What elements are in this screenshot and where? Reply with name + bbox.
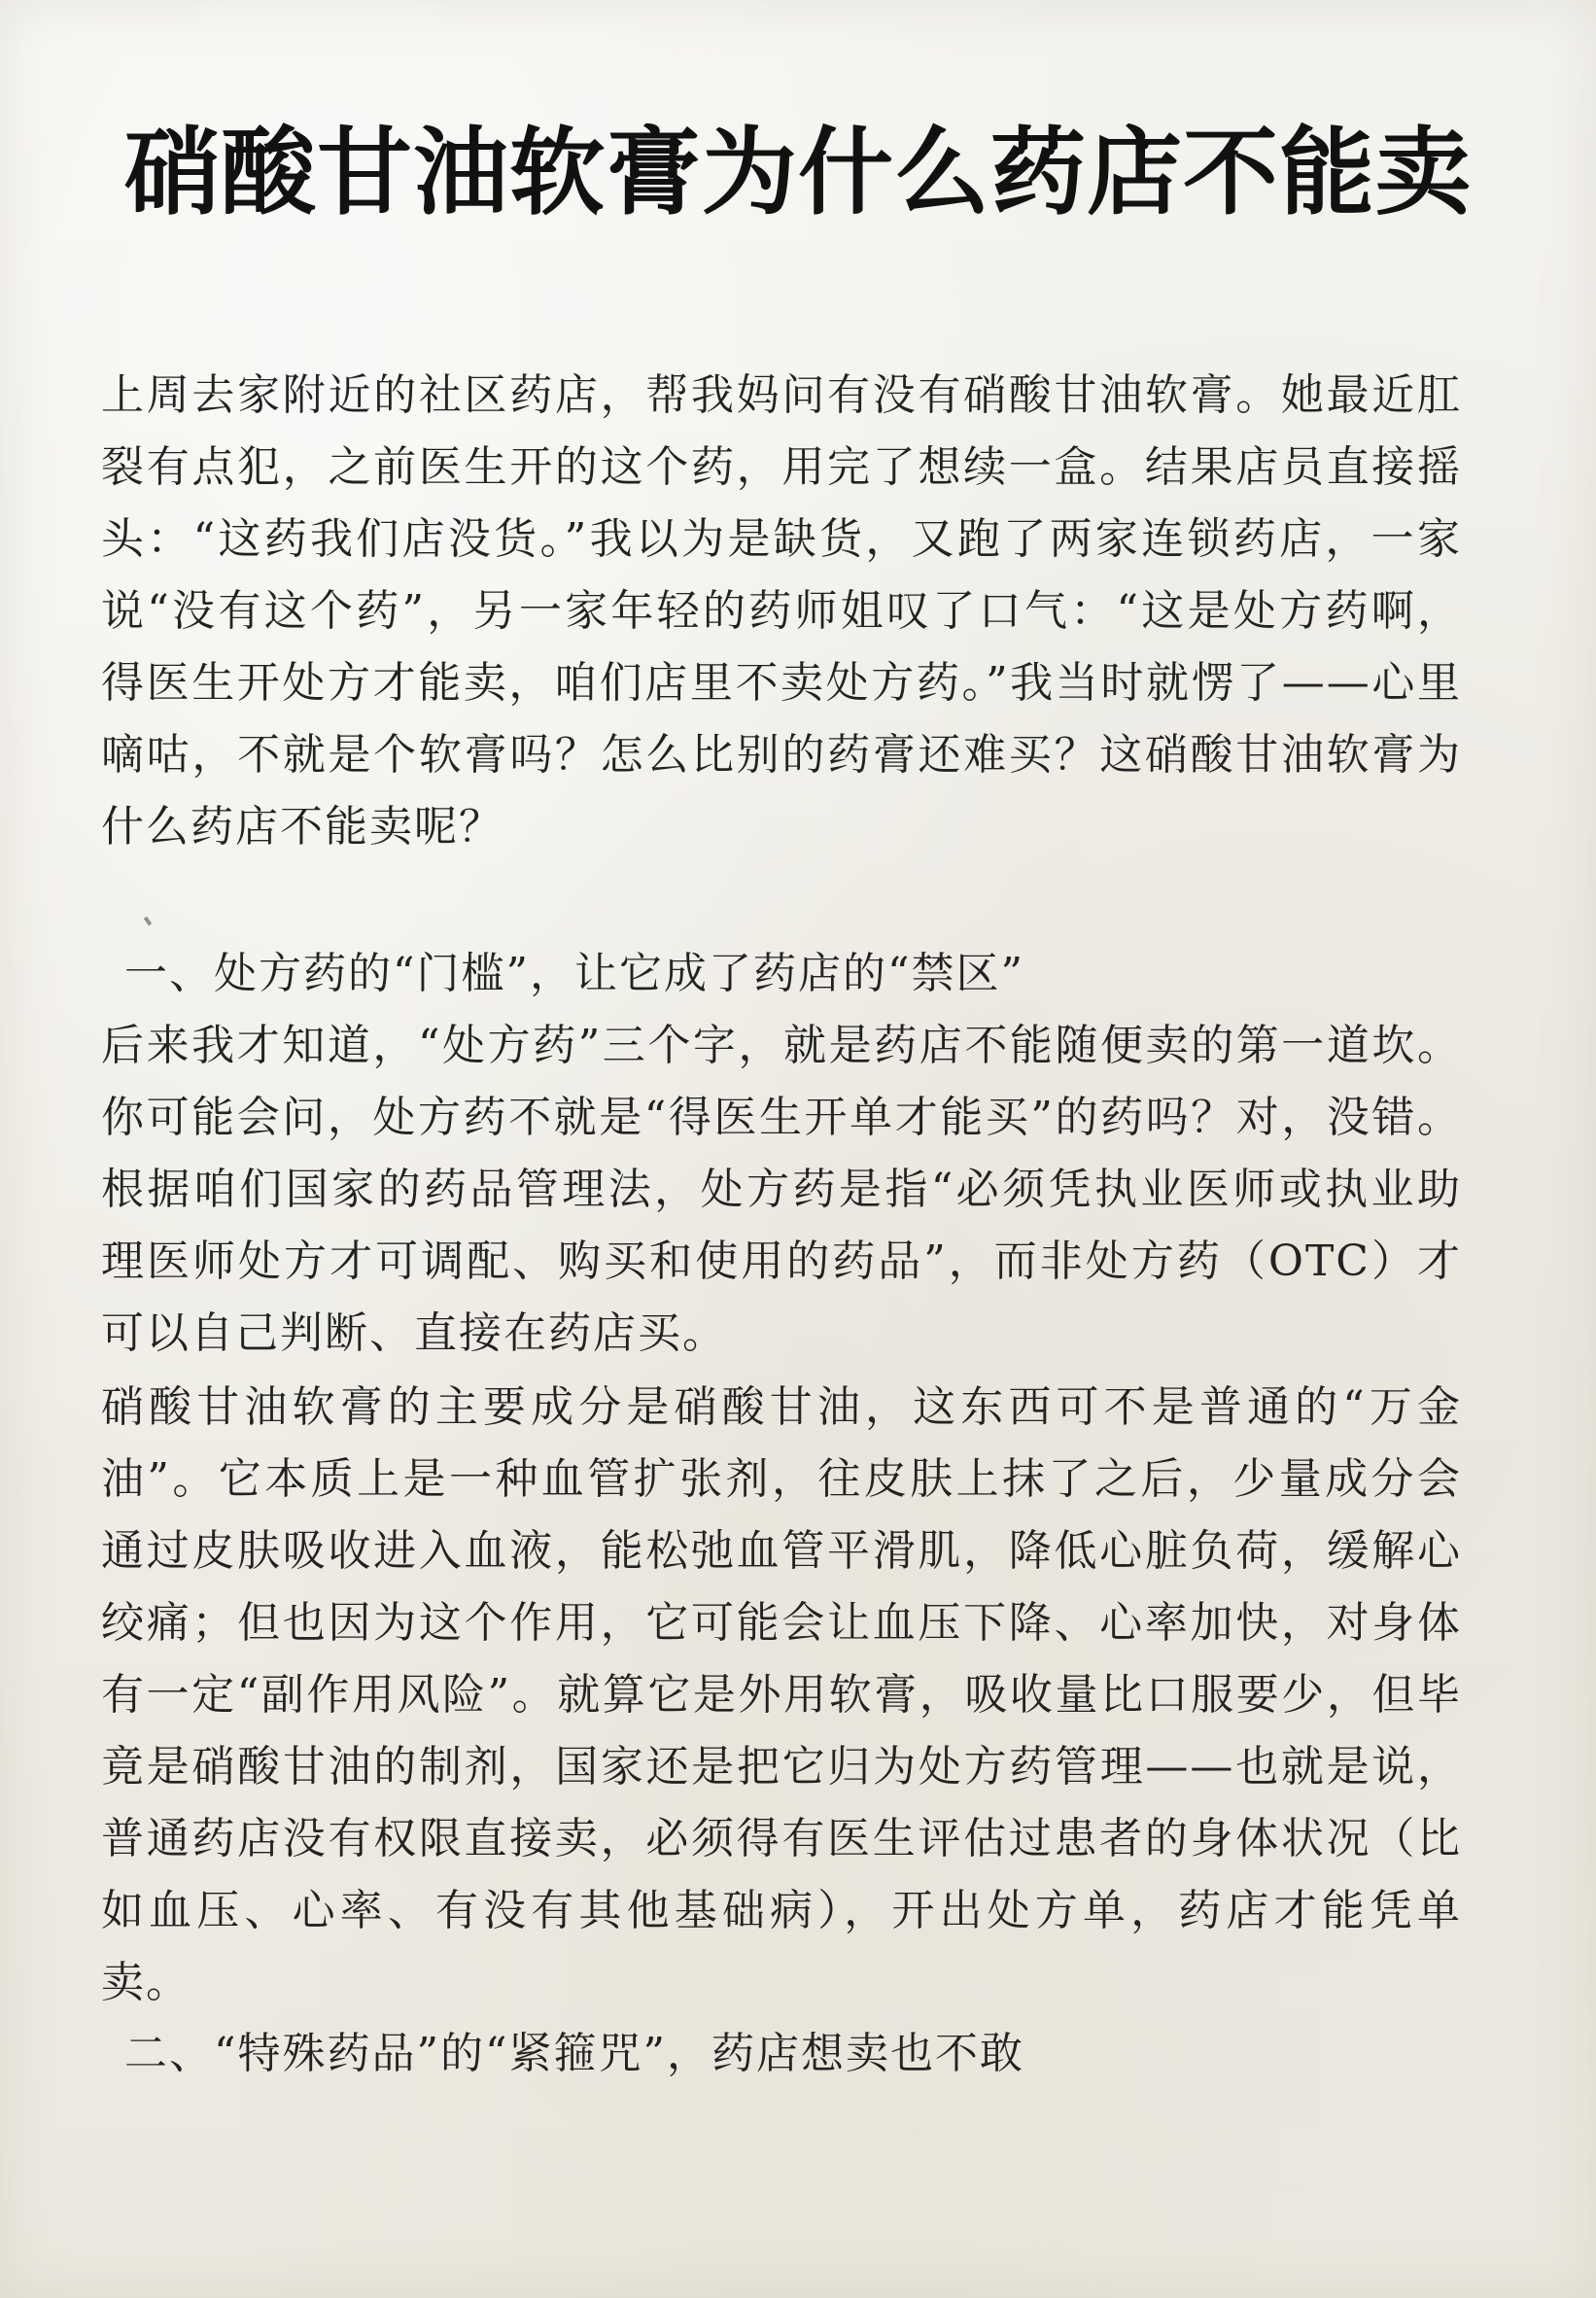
section-1-paragraph-2: 硝酸甘油软膏的主要成分是硝酸甘油，这东西可不是普通的“万金油”。它本质上是一种血管扩张剂，往皮肤上抹了之后，少量成分会通过皮肤吸收进入血液，能松弛血管平滑肌，降低心脏负荷，缓解心绞痛；但也因为这个作用，它可能会让血压下降、心率加快，对身体有一定“副作用风险”。就算它是外用软膏，吸收量比口服要少，但毕竟是硝酸甘油的制剂，国家还是把它归为处方药管理——也就是说，普通药店没有权限直接卖，必须得有医生评估过患者的身体状况（比如血压、心率、有没有其他基础病），开出处方单，药店才能凭单卖。 (101, 1382, 1462, 2007)
document-title: 硝酸甘油软膏为什么药店不能卖 (123, 118, 1472, 228)
intro-paragraph: 上周去家附近的社区药店，帮我妈问有没有硝酸甘油软膏。她最近肛裂有点犯，之前医生开的这个药，用完了想续一盒。结果店员直接摇头：“这药我们店没货。”我以为是缺货，又跑了两家连锁药店，一家说“没有这个药”，另一家年轻的药师姐叹了口气：“这是处方药啊，得医生开处方才能卖，咱们店里不卖处方药。”我当时就愣了——心里嘀咕，不就是个软膏吗？怎么比别的药膏还难买？这硝酸甘油软膏为什么药店不能卖呢？ (101, 370, 1462, 852)
section-1-heading: 一、处方药的“门槛”，让它成了药店的“禁区” (124, 949, 1024, 998)
section-2-heading: 二、“特殊药品”的“紧箍咒”，药店想卖也不敢 (124, 2029, 1024, 2078)
section-1-paragraph-1: 后来我才知道，“处方药”三个字，就是药店不能随便卖的第一道坎。你可能会问，处方药不就是“得医生开单才能买”的药吗？对，没错。根据咱们国家的药品管理法，处方药是指“必须凭执业医师或执业助理医师处方才可调配、购买和使用的药品”，而非处方药（OTC）才可以自己判断、直接在药店买。 (101, 1021, 1462, 1358)
paper-speck (144, 917, 152, 926)
